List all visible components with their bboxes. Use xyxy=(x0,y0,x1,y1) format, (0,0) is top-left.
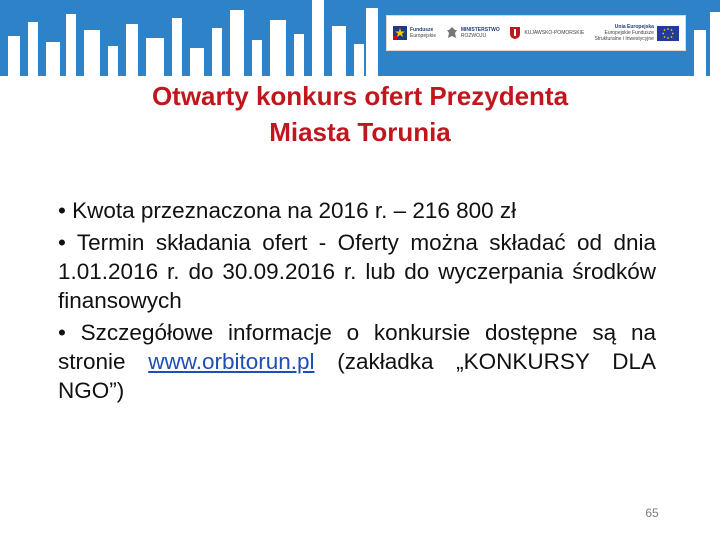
decor-block xyxy=(146,38,164,76)
decor-block xyxy=(312,0,324,76)
fundusze-europejskie-logo: Fundusze Europejskie xyxy=(393,26,436,40)
decor-block xyxy=(212,28,222,76)
slide-title xyxy=(60,78,660,150)
bullet-deadline: • Termin składania ofert - Oferty można składać od dnia 1.01.2016 r. do 30.09.2016 r. lub do wyczerpania środków finansowych xyxy=(58,230,656,313)
decor-block xyxy=(108,46,118,76)
eagle-emblem-icon xyxy=(446,26,458,40)
decor-block xyxy=(710,12,720,76)
regional-crest-icon xyxy=(509,26,521,40)
page-number: 65 xyxy=(645,506,659,520)
ministerstwo-logo: MINISTERSTWO ROZWOJU xyxy=(446,26,500,40)
bullet-details xyxy=(58,318,656,405)
decor-block xyxy=(694,30,706,76)
decor-block xyxy=(294,34,304,76)
unia-europejska-logo: Unia Europejska Europejskie Fundusze Strukturalne i Inwestycyjne xyxy=(594,24,679,42)
decor-block xyxy=(190,48,204,76)
slide-title-line2: Miasta Torunia xyxy=(269,117,451,147)
bullet-details-suffix: (zakładka „KONKURSY DLA NGO”) xyxy=(58,349,656,403)
decor-block xyxy=(126,24,138,76)
decor-block xyxy=(84,30,100,76)
decor-block xyxy=(354,44,364,76)
decor-block xyxy=(66,14,76,76)
decor-block xyxy=(172,18,182,76)
decor-block xyxy=(366,8,378,76)
decor-block xyxy=(8,36,20,76)
decor-block xyxy=(28,22,38,76)
fe-star-icon xyxy=(393,26,407,40)
header-band xyxy=(0,0,720,76)
bullet-amount: • Kwota przeznaczona na 2016 r. – 216 800 zł xyxy=(58,198,517,223)
decor-block xyxy=(270,20,286,76)
bullet-details-text: • Szczegółowe informacje o konkursie dostępne są na stronie xyxy=(58,320,656,374)
slide-title-line1: Otwarty konkurs ofert Prezydenta xyxy=(151,81,569,111)
decor-block xyxy=(332,26,346,76)
orbitorun-link[interactable]: www.orbitorun.pl xyxy=(148,349,315,374)
decor-block xyxy=(46,42,60,76)
eu-flag-icon xyxy=(657,26,679,41)
slide-content xyxy=(58,196,656,408)
decor-block xyxy=(230,10,244,76)
decor-block xyxy=(252,40,262,76)
funding-logos xyxy=(386,15,686,51)
kujawsko-pomorskie-logo: KUJAWSKO-POMORSKIE xyxy=(509,26,584,40)
